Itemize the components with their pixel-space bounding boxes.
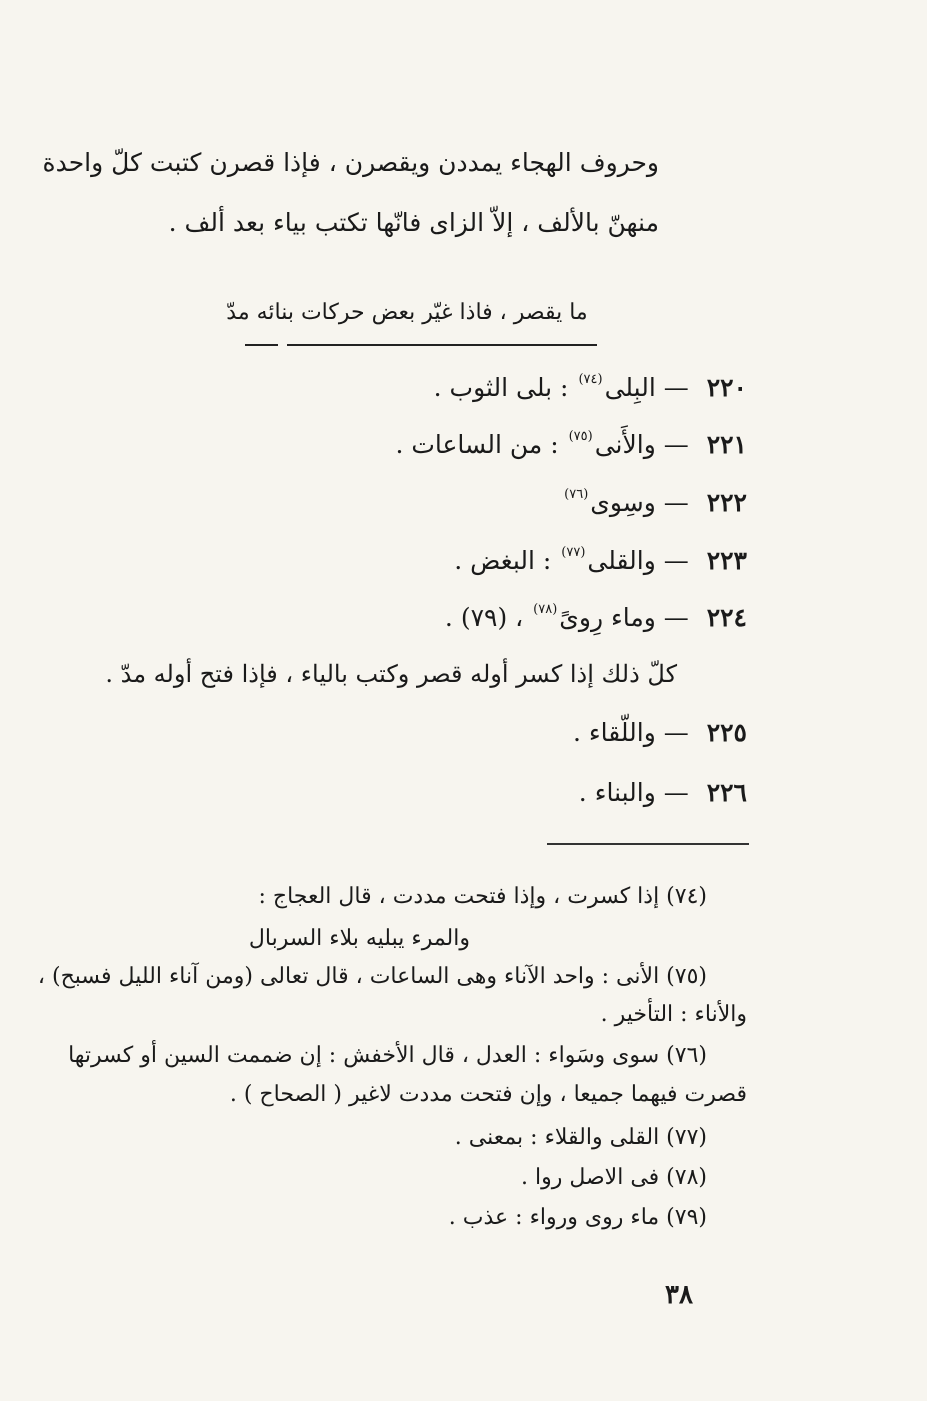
entry-headword: والبناء . bbox=[578, 778, 656, 807]
section-heading-wrap bbox=[217, 300, 597, 325]
intro-line-1: وحروف الهجاء يمددن ويقصرن ، فإذا قصرن كتبت كلّ واحدة bbox=[42, 148, 659, 177]
entry-number: ٢٢٥ bbox=[706, 718, 747, 747]
footnote-ref: (٧٦) bbox=[564, 486, 589, 502]
entry-number: ٢٢٠ bbox=[706, 373, 747, 402]
intro-line-2: منهنّ بالألف ، إلاّ الزاى فانّها تكتب بياء بعد ألف . bbox=[168, 208, 659, 237]
footnote-76: (٧٦) سوى وسَواء : العدل ، قال الأخفش : إن ضممت السين أو كسرتها bbox=[68, 1043, 707, 1068]
entry-number: ٢٢٢ bbox=[706, 488, 747, 517]
entry-headword: وماء رِوىً bbox=[559, 603, 656, 632]
entry-number: ٢٢١ bbox=[706, 430, 747, 459]
entry-223: ٢٢٣ — والقلى$^{(٧٧)}$ : البغض . bbox=[454, 544, 747, 575]
entry-226: ٢٢٦ — والبناء . bbox=[578, 778, 747, 807]
entry-221: ٢٢١ — والأَنى$^{(٧٥)}$ : من الساعات . bbox=[395, 428, 747, 459]
entry-224: ٢٢٤ — وماء رِوىً$^{(٧٨)}$ ، (٧٩) . bbox=[444, 601, 747, 632]
heading-underline-short bbox=[245, 344, 278, 346]
entry-number: ٢٢٦ bbox=[706, 778, 747, 807]
footnote-divider bbox=[547, 843, 749, 845]
entry-gloss: : بلى الثوب . bbox=[433, 373, 569, 402]
footnote-ref: (٧٧) bbox=[561, 544, 586, 560]
entry-headword: والأَنى bbox=[594, 430, 656, 459]
entry-222: ٢٢٢ — وسِوى$^{(٧٦)}$ bbox=[564, 486, 747, 517]
footnote-74: (٧٤) إذا كسرت ، وإذا فتحت مددت ، قال العجاج : bbox=[258, 884, 707, 909]
footnote-75-cont: والأناء : التأخير . bbox=[600, 1002, 747, 1027]
footnote-ref: (٧٨) bbox=[533, 601, 558, 617]
page-number: ٣٨ bbox=[665, 1280, 693, 1310]
entry-headword: واللّقاء . bbox=[572, 718, 656, 747]
footnote-76-cont: قصرت فيهما جميعا ، وإن فتحت مددت لاغير ( الصحاح ) . bbox=[229, 1082, 747, 1107]
entry-220: ٢٢٠ — البِلى$^{(٧٤)}$ : بلى الثوب . bbox=[433, 371, 747, 402]
footnote-79: (٧٩) ماء روى ورواء : عذب . bbox=[448, 1205, 707, 1230]
heading-underline bbox=[287, 344, 597, 346]
entry-headword: وسِوى bbox=[590, 488, 656, 517]
footnote-ref: (٧٤) bbox=[578, 371, 603, 387]
entry-headword: والقلى bbox=[587, 546, 656, 575]
footnote-75: (٧٥) الأنى : واحد الآناء وهى الساعات ، قال تعالى (ومن آناء الليل فسبح) ، bbox=[37, 964, 707, 989]
entry-headword: البِلى bbox=[604, 373, 656, 402]
entry-225: ٢٢٥ — واللّقاء . bbox=[572, 718, 747, 747]
footnote-78: (٧٨) فى الاصل روا . bbox=[521, 1165, 707, 1190]
entry-gloss: ، (٧٩) . bbox=[444, 603, 524, 632]
footnote-74-verse: والمرء يبليه بلاء السربال bbox=[248, 926, 470, 951]
entry-gloss: : البغض . bbox=[454, 546, 552, 575]
rule-note: كلّ ذلك إذا كسر أوله قصر وكتب بالياء ، فإذا فتح أوله مدّ . bbox=[105, 660, 677, 688]
entry-number: ٢٢٤ bbox=[706, 603, 747, 632]
entry-number: ٢٢٣ bbox=[706, 546, 747, 575]
section-heading: ما يقصر ، فاذا غيّر بعض حركات بنائه مدّ bbox=[226, 300, 588, 325]
footnote-ref: (٧٥) bbox=[568, 428, 593, 444]
entry-gloss: : من الساعات . bbox=[395, 430, 559, 459]
footnote-77: (٧٧) القلى والقلاء : بمعنى . bbox=[454, 1125, 707, 1150]
